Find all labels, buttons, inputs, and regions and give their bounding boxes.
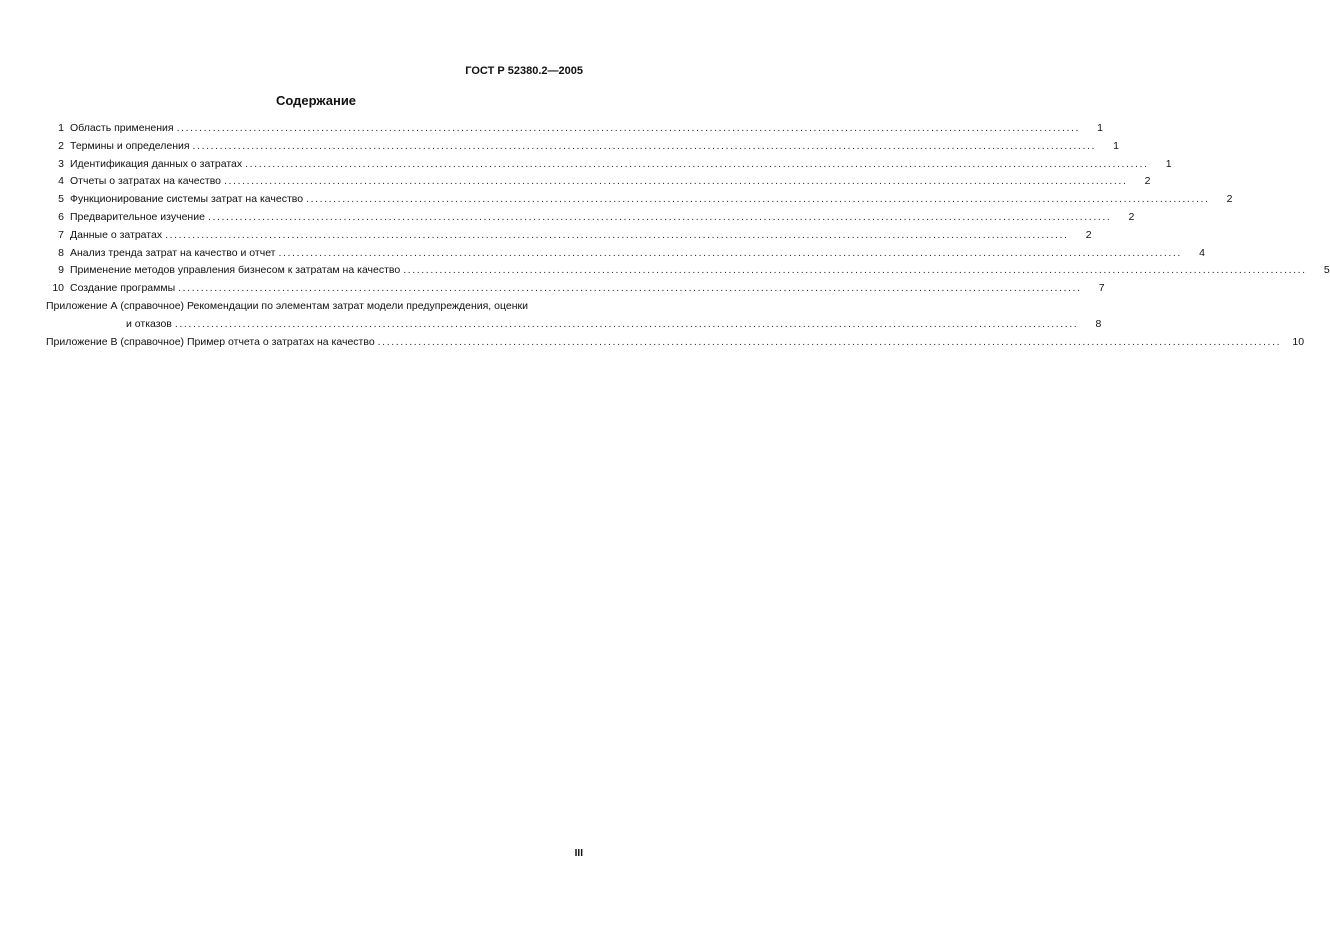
toc-entry-number: 6 — [58, 210, 64, 223]
toc-entry-number: 2 — [58, 139, 64, 152]
toc-entry-number: 7 — [58, 228, 64, 241]
toc-entry-number: 1 — [58, 122, 64, 134]
page-title: Содержание — [275, 93, 357, 108]
appendix-a-entry[interactable] — [46, 300, 578, 318]
toc-entry[interactable] — [46, 210, 1135, 229]
toc-entry-label: Создание программы — [70, 282, 176, 295]
toc-entry-number: 3 — [58, 157, 64, 170]
toc-entry[interactable] — [46, 157, 1172, 176]
appendix-b-label: Приложение В (справочное) Пример отчета о затратах на качество — [46, 335, 375, 348]
appendix-a-label-continued: и отказов — [126, 317, 172, 330]
toc-entry-label: Анализ тренда затрат на качество и отчет — [70, 246, 276, 259]
toc-entry-page: 2 — [1144, 175, 1151, 188]
toc-entry-label: Идентификация данных о затратах — [70, 157, 243, 170]
toc-entry[interactable] — [46, 122, 1104, 140]
toc-entry[interactable] — [46, 282, 1105, 300]
toc-entry-label: Предварительное изучение — [70, 210, 205, 223]
toc-entry-page: 1 — [1165, 157, 1172, 170]
toc-entry-page: 2 — [1128, 210, 1135, 223]
toc-entry-label: Термины и определения — [70, 139, 190, 152]
dot-leader: ........................................................................................................................................................................................................ — [192, 139, 1096, 152]
appendix-a-entry-continued[interactable] — [46, 317, 1102, 336]
dot-leader: ........................................................................................................................................................................................................ — [165, 228, 1069, 241]
toc-entry-page: 2 — [1226, 193, 1233, 206]
dot-leader: ........................................................................................................................................................................................................ — [178, 282, 1082, 295]
toc-entry-page: 7 — [1098, 282, 1105, 295]
appendix-a-page: 8 — [1095, 317, 1102, 330]
dot-leader: ........................................................................................................................................................................................................ — [278, 246, 1182, 259]
toc-entry-label: Применение методов управления бизнесом к затратам на качество — [70, 264, 401, 277]
dot-leader: ........................................................................................................................................................................................................ — [224, 175, 1128, 188]
table-of-contents — [46, 122, 1330, 353]
toc-entry[interactable] — [46, 175, 1151, 193]
toc-entry-number: 10 — [52, 282, 64, 295]
toc-entry-label: Отчеты о затратах на качество — [70, 175, 222, 188]
toc-entry-label: Область применения — [70, 122, 174, 134]
dot-leader: ........................................................................................................................................................................................................ — [306, 193, 1210, 206]
toc-entry[interactable] — [46, 264, 1330, 282]
dot-leader: ........................................................................................................................................................................................................ — [377, 335, 1282, 348]
dot-leader: ........................................................................................................................................................................................................ — [245, 157, 1149, 170]
toc-entry[interactable] — [46, 246, 1205, 265]
toc-entry[interactable] — [46, 228, 1092, 247]
toc-entry-label: Данные о затратах — [70, 228, 163, 241]
toc-entry-page: 4 — [1199, 246, 1205, 259]
toc-entry-number: 9 — [58, 264, 64, 277]
toc-entry-number: 4 — [58, 175, 64, 188]
dot-leader: ........................................................................................................................................................................................................ — [174, 317, 1079, 330]
toc-entry-label: Функционирование системы затрат на качество — [70, 193, 304, 206]
page-number: III — [574, 848, 583, 859]
toc-entry-page: 1 — [1113, 139, 1119, 152]
appendix-b-entry[interactable] — [46, 335, 1305, 354]
toc-entry-number: 5 — [58, 193, 64, 206]
appendix-a-label: Приложение А (справочное) Рекомендации по элементам затрат модели предупреждения, оценки — [46, 299, 528, 312]
appendix-b-page: 10 — [1292, 335, 1305, 348]
toc-entry[interactable] — [46, 193, 1233, 211]
dot-leader: ........................................................................................................................................................................................................ — [207, 210, 1112, 223]
toc-entry-page: 2 — [1085, 228, 1092, 241]
dot-leader: ........................................................................................................................................................................................................ — [176, 122, 1081, 134]
document-code: ГОСТ Р 52380.2—2005 — [465, 65, 583, 77]
toc-entry-page: 1 — [1097, 122, 1104, 134]
toc-entry[interactable] — [46, 139, 1119, 158]
toc-entry-number: 8 — [58, 246, 64, 259]
toc-entry-page: 5 — [1323, 264, 1330, 277]
dot-leader: ........................................................................................................................................................................................................ — [403, 264, 1307, 277]
